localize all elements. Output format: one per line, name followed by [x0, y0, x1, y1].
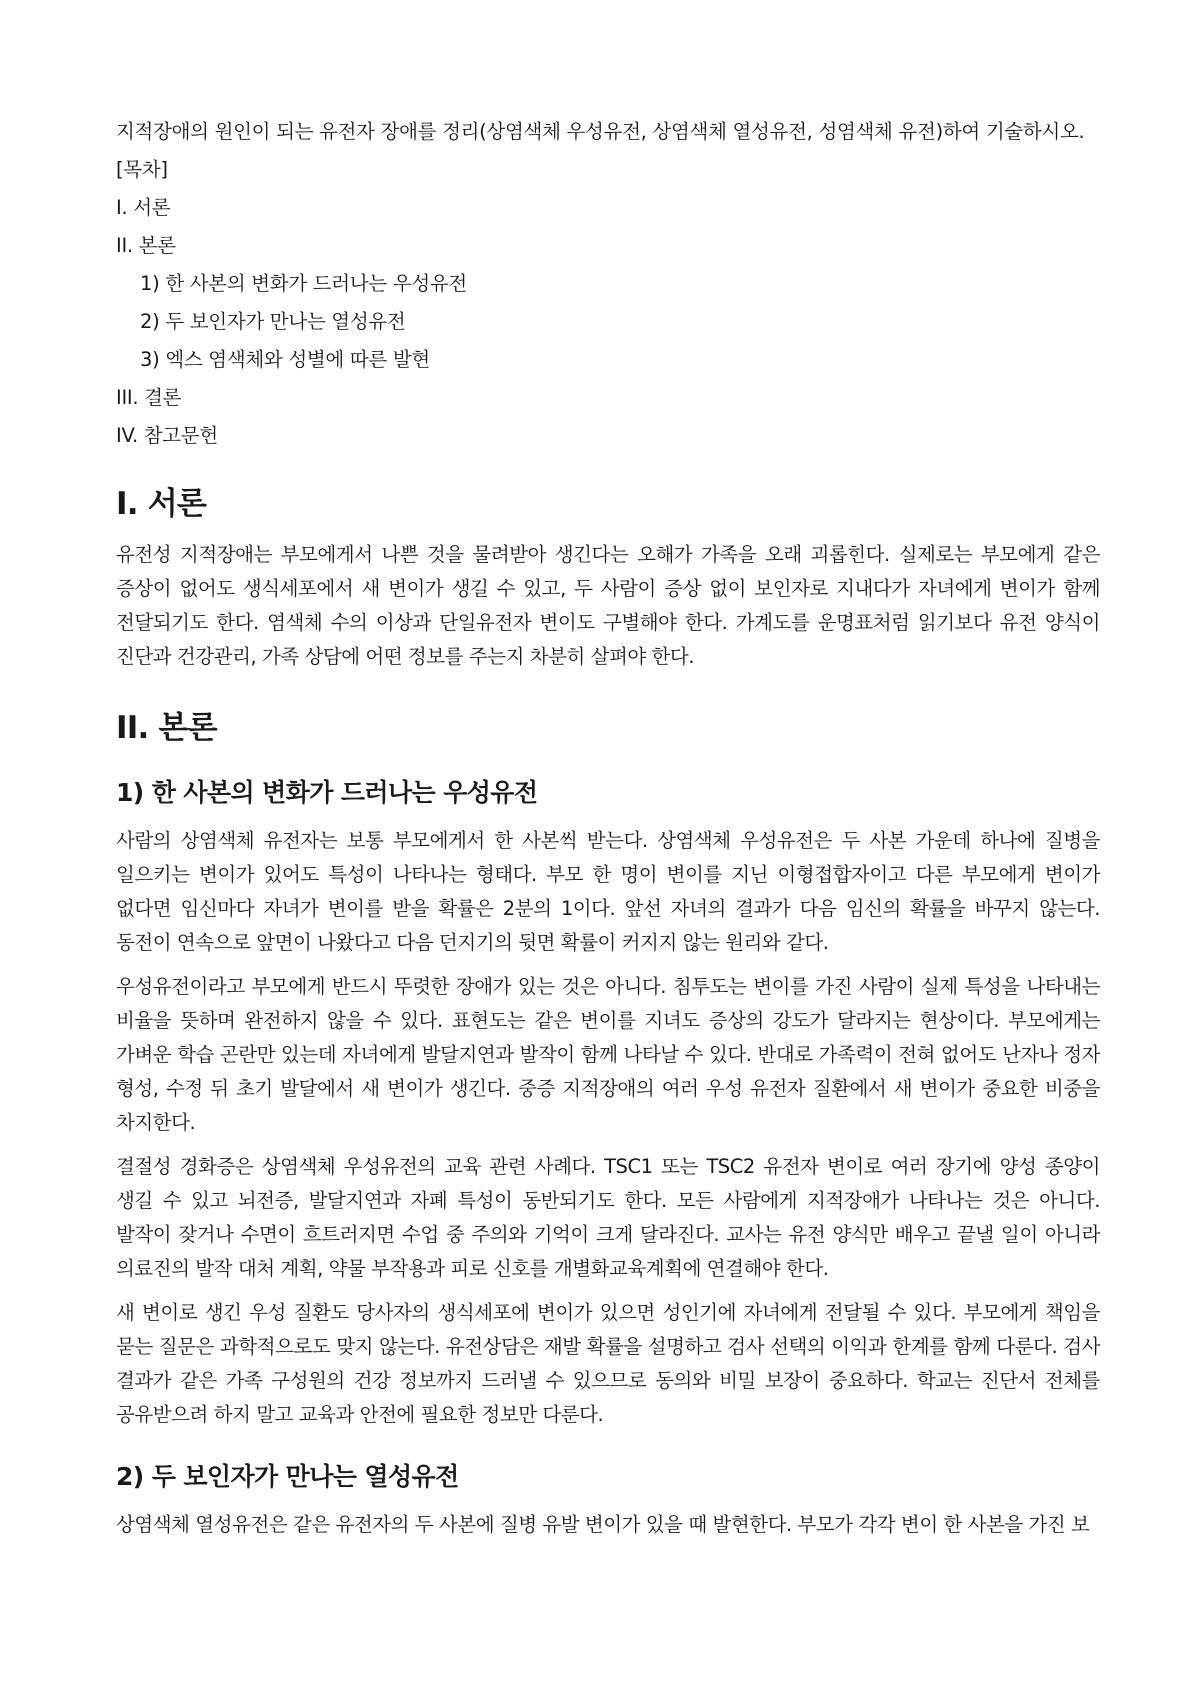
toc-item-conclusion: III. 결론 — [116, 386, 182, 409]
subsection-heading-dominant: 1) 한 사본의 변화가 드러나는 우성유전 — [116, 778, 538, 807]
toc-heading: [목차] — [116, 158, 168, 181]
toc-item-references: IV. 참고문헌 — [116, 424, 218, 447]
toc-item-introduction: I. 서론 — [116, 196, 171, 219]
toc-subitem-dominant: 1) 한 사본의 변화가 드러나는 우성유전 — [140, 272, 467, 295]
dominant-paragraph-3: 결절성 경화증은 상염색체 우성유전의 교육 관련 사례다. TSC1 또는 TSC2 유전자 변이로 여러 장기에 양성 종양이 생길 수 있고 뇌전증, 발달지연과 자폐 특성이 동반되기도 한다. 모든 사람에게 지적장애가 나타나는 것은 아니다. 발작이 잦거나 수면이 흐트러지면 수업 중 주의와 기억이 크게 달라진다. 교사는 유전 양식만 배우고 끝낼 일이 아니라 의료진의 발작 대처 계획, 약물 부작용과 피로 신호를 개별화교육계획에 연결해야 한다. — [116, 1155, 1100, 1280]
toc-item-body: II. 본론 — [116, 234, 176, 257]
toc-subitem-recessive: 2) 두 보인자가 만나는 열성유전 — [140, 310, 406, 333]
dominant-paragraph-4: 새 변이로 생긴 우성 질환도 당사자의 생식세포에 변이가 있으면 성인기에 자녀에게 전달될 수 있다. 부모에게 책임을 묻는 질문은 과학적으로도 맞지 않는다. 유전상담은 재발 확률을 설명하고 검사 선택의 이익과 한계를 함께 다룬다. 검사 결과가 같은 가족 구성원의 건강 정보까지 드러낼 수 있으므로 동의와 비밀 보장이 중요하다. 학교는 진단서 전체를 공유받으려 하지 말고 교육과 안전에 필요한 정보만 다룬다. — [116, 1301, 1100, 1426]
intro-paragraph: 유전성 지적장애는 부모에게서 나쁜 것을 물려받아 생긴다는 오해가 가족을 오래 괴롭힌다. 실제로는 부모에게 같은 증상이 없어도 생식세포에서 새 변이가 생길 수 있고, 두 사람이 증상 없이 보인자로 지내다가 자녀에게 변이가 함께 전달되기도 한다. 염색체 수의 이상과 단일유전자 변이도 구별해야 한다. 가계도를 운명표처럼 읽기보다 유전 양식이 진단과 건강관리, 가족 상담에 어떤 정보를 주는지 차분히 살펴야 한다. — [116, 543, 1100, 668]
toc-subitem-x-linked: 3) 엑스 염색체와 성별에 따른 발현 — [140, 348, 430, 371]
assignment-question: 지적장애의 원인이 되는 유전자 장애를 정리(상염색체 우성유전, 상염색체 열성유전, 성염색체 유전)하여 기술하시오. — [116, 120, 1085, 143]
recessive-paragraph-1: 상염색체 열성유전은 같은 유전자의 두 사본에 질병 유발 변이가 있을 때 발현한다. 부모가 각각 변이 한 사본을 가진 보 — [116, 1513, 1090, 1536]
subsection-heading-recessive: 2) 두 보인자가 만나는 열성유전 — [116, 1462, 459, 1491]
section-heading-introduction: I. 서론 — [116, 486, 206, 522]
section-heading-body: II. 본론 — [116, 710, 217, 746]
table-of-contents — [116, 156, 1100, 450]
dominant-paragraph-1: 사람의 상염색체 유전자는 보통 부모에게서 한 사본씩 받는다. 상염색체 우성유전은 두 사본 가운데 하나에 질병을 일으키는 변이가 있어도 특성이 나타나는 형태다. 부모 한 명이 변이를 지닌 이형접합자이고 다른 부모에게 변이가 없다면 임신마다 자녀가 변이를 받을 확률은 2분의 1이다. 앞선 자녀의 결과가 다음 임신의 확률을 바꾸지 않는다. 동전이 연속으로 앞면이 나왔다고 다음 던지기의 뒷면 확률이 커지지 않는 원리와 같다. — [116, 829, 1100, 954]
dominant-paragraph-2: 우성유전이라고 부모에게 반드시 뚜렷한 장애가 있는 것은 아니다. 침투도는 변이를 가진 사람이 실제 특성을 나타내는 비율을 뜻하며 완전하지 않을 수 있다. 표현도는 같은 변이를 지녀도 증상의 강도가 달라지는 현상이다. 부모에게는 가벼운 학습 곤란만 있는데 자녀에게 발달지연과 발작이 함께 나타날 수 있다. 반대로 가족력이 전혀 없어도 난자나 정자 형성, 수정 뒤 초기 발달에서 새 변이가 생긴다. 중증 지적장애의 여러 우성 유전자 질환에서 새 변이가 중요한 비중을 차지한다. — [116, 975, 1100, 1134]
